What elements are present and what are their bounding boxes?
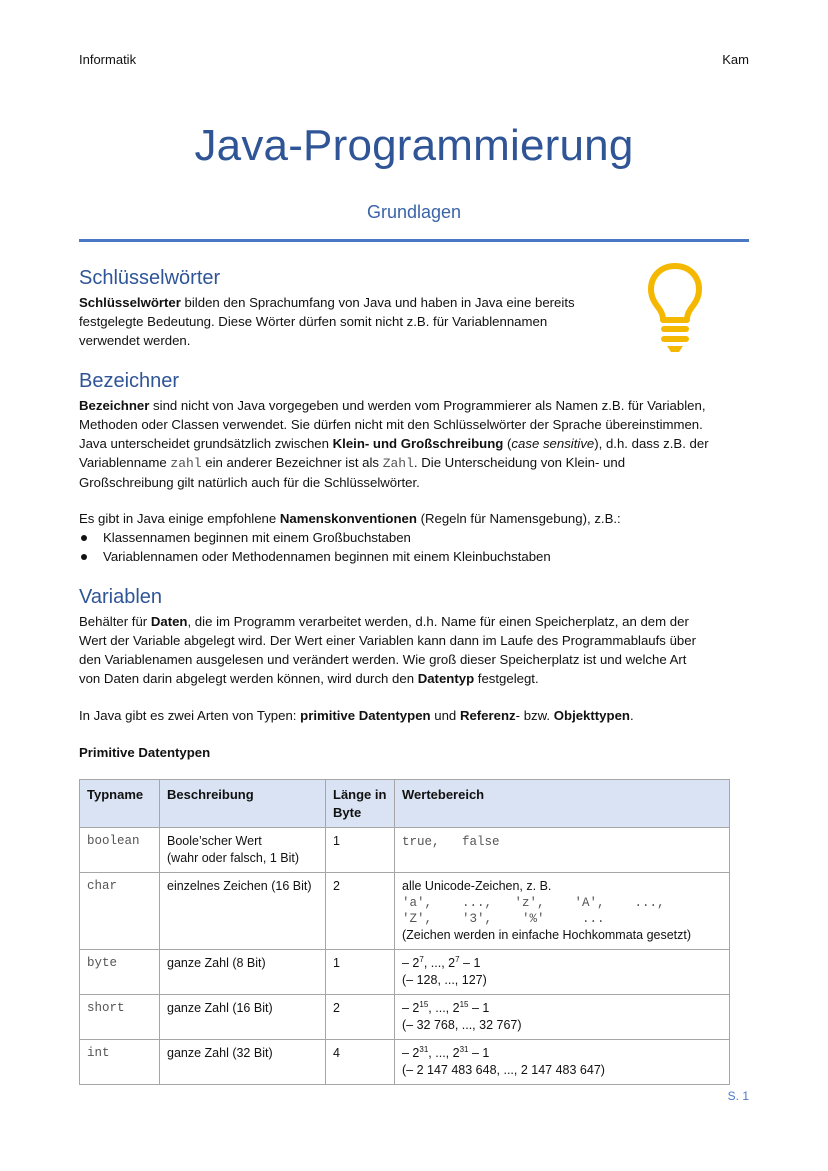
keywords-paragraph: Schlüsselwörter bilden den Sprachumfang von Java und haben in Java eine bereits festgelegte Bedeutung. Diese Wörter dürfen somit nicht z.B. für Variablennamen verwendet werden. [79,295,575,348]
page-title: Java-Programmierung [194,121,634,170]
table-row: short ganze Zahl (16 Bit) 2 – $2^{15}$, ..., $2^{15} - 1$ (– 32 768, ..., 32 767) [80,995,730,1040]
bold-term: Schlüsselwörter [79,295,181,310]
bullet-icon [81,554,87,560]
section-heading-variables: Variablen [79,586,163,608]
table-row: byte ganze Zahl (8 Bit) 1 – $2^7$, ..., $2^7 - 1$ (– 128, ..., 127) [80,950,730,995]
section-heading-keywords: Schlüsselwörter [79,267,221,289]
conventions-list [79,528,551,566]
col-header-laenge: Länge in Byte [326,780,395,828]
conventions-intro: Es gibt in Java einige empfohlene Namenskonventionen (Regeln für Namensgebung), z.B.: [79,511,621,526]
lightbulb-icon [647,262,703,354]
col-header-wertebereich: Wertebereich [395,780,730,828]
header-author: Kam [722,52,749,67]
col-header-typname: Typname [80,780,160,828]
primitive-types-table [79,779,730,1085]
table-header-row [80,780,730,828]
header-subject: Informatik [79,52,137,67]
code-Zahl: Zahl [382,456,414,471]
identifiers-paragraph: Bezeichner sind nicht von Java vorgegeben und werden vom Programmierer als Namen z.B. für Variablen, Methoden oder Classen verwendet. Sie dürfen nicht mit den Schlüsselwörter der Sprache übereinstimmen. Java unterscheidet grundsätzlich zwischen Klein- und Großschreibung (case sensitive), d.h. dass z.B. der Variablenname zahl ein anderer Bezeichner ist als Zahl. Die Unterscheidung von Klein- und Großschreibung gilt natürlich auch für die Schlüsselwörter. [79,398,709,490]
primitive-types-heading: Primitive Datentypen [79,745,211,760]
page-subtitle: Grundlagen [366,202,462,222]
list-item: Variablennamen oder Methodennamen beginnen mit einem Kleinbuchstaben [79,547,551,566]
code-zahl: zahl [170,456,202,471]
table-row: int ganze Zahl (32 Bit) 4 – $2^{31}$, ..., $2^{31} - 1$ (– 2 147 483 648, ..., 2 147 483 647) [80,1040,730,1085]
title-divider [79,239,749,242]
table-row: char einzelnes Zeichen (16 Bit) 2 alle Unicode-Zeichen, z. B. 'a', ..., 'z', 'A', ..., 'Z', '3', '%' ... (Zeichen werden in einfache Hochkommata gesetzt) [80,873,730,950]
page-number: S. 1 [727,1089,749,1103]
document-page [79,0,749,1171]
bullet-icon [81,535,87,541]
col-header-beschreibung: Beschreibung [160,780,326,828]
types-paragraph: In Java gibt es zwei Arten von Typen: primitive Datentypen und Referenz- bzw. Objekttypen. [79,708,634,723]
section-heading-identifiers: Bezeichner [79,370,180,392]
variables-paragraph: Behälter für Daten, die im Programm verarbeitet werden, d.h. Name für einen Speicherplatz, an dem der Wert der Variable abgelegt wird. Der Wert einer Variablen kann dann im Laufe des Programmablaufs über den Variablenamen ausgelesen und verändert werden. Wie groß dieser Speicherplatz ist und welche Art von Daten darin abgelegt werden können, wird durch den Datentyp festgelegt. [79,614,696,686]
table-row: boolean Boole’scher Wert (wahr oder falsch, 1 Bit) 1 true, false [80,828,730,873]
list-item: Klassennamen beginnen mit einem Großbuchstaben [79,528,551,547]
